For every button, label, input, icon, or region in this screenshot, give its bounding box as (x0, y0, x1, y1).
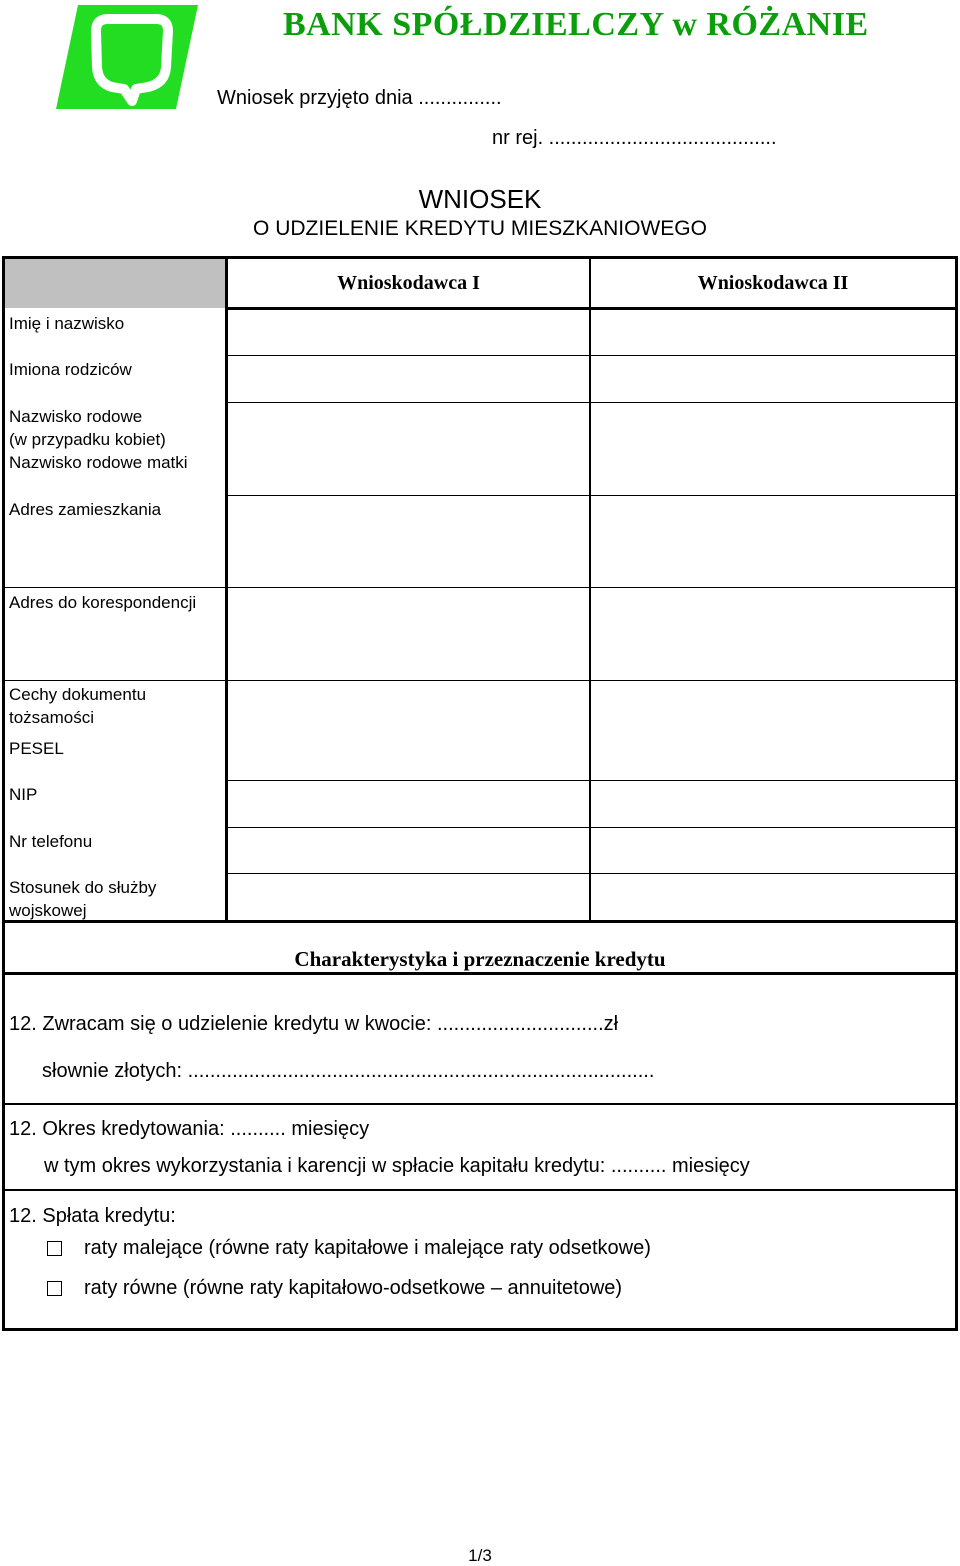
applicant-1-military-field[interactable] (228, 874, 589, 920)
grace-period-field[interactable]: w tym okres wykorzystania i karencji w spłacie kapitału kredytu: .......... miesięcy (44, 1155, 750, 1177)
applicant-1-address-field[interactable] (228, 496, 589, 587)
row-label-parents-names: Imiona rodziców (9, 360, 132, 379)
row-label-pesel: PESEL (9, 739, 64, 758)
row-label-mother-maiden-name: Nazwisko rodowe matki (9, 453, 188, 472)
registration-number-field: nr rej. ......................................... (492, 127, 777, 149)
row-label-maiden-name: Nazwisko rodowe (9, 407, 143, 426)
decreasing-installments-checkbox[interactable] (47, 1241, 62, 1256)
applicant-2-correspondence-field[interactable] (591, 588, 955, 680)
row-label-nip: NIP (9, 785, 38, 804)
repayment-label: 12. Spłata kredytu: (9, 1205, 176, 1227)
row-label-name: Imię i nazwisko (9, 314, 125, 333)
row-label-address: Adres zamieszkania (9, 500, 162, 519)
column-header-applicant-1: Wnioskodawca I (337, 272, 480, 294)
applicant-2-phone-field[interactable] (591, 828, 955, 873)
row-label-maiden-name-note: (w przypadku kobiet) (9, 430, 166, 449)
page-number: 1/3 (468, 1546, 492, 1565)
applicant-2-parents-field[interactable] (591, 356, 955, 402)
equal-installments-checkbox[interactable] (47, 1281, 62, 1296)
applicant-1-name-field[interactable] (228, 310, 589, 355)
document-subtitle: O UDZIELENIE KREDYTU MIESZKANIOWEGO (253, 217, 707, 240)
row-label-id-document-2: tożsamości (9, 708, 95, 727)
applicant-2-nip-field[interactable] (591, 781, 955, 827)
applicant-1-nip-field[interactable] (228, 781, 589, 827)
applicant-2-maiden-field[interactable] (591, 403, 955, 495)
applicant-1-correspondence-field[interactable] (228, 588, 589, 680)
row-label-military-service-2: wojskowej (9, 901, 87, 920)
applicant-1-phone-field[interactable] (228, 828, 589, 873)
row-label-military-service: Stosunek do służby (9, 878, 157, 897)
row-label-phone: Nr telefonu (9, 832, 93, 851)
column-header-applicant-2: Wnioskodawca II (697, 272, 849, 294)
applicant-1-parents-field[interactable] (228, 356, 589, 402)
received-date-field: Wniosek przyjęto dnia ............... (217, 87, 502, 109)
row-label-id-document: Cechy dokumentu (9, 685, 147, 704)
credit-period-field[interactable]: 12. Okres kredytowania: .......... miesięcy (9, 1118, 370, 1140)
applicant-2-address-field[interactable] (591, 496, 955, 587)
credit-section-heading: Charakterystyka i przeznaczenie kredytu (294, 947, 666, 971)
bank-logo (56, 5, 198, 109)
decreasing-installments-label: raty malejące (równe raty kapitałowe i malejące raty odsetkowe) (84, 1237, 651, 1259)
applicant-2-military-field[interactable] (591, 874, 955, 920)
document-title: WNIOSEK (418, 184, 542, 214)
credit-amount-field[interactable]: 12. Zwracam się o udzielenie kredytu w kwocie: ..............................zł (9, 1013, 619, 1035)
applicant-1-maiden-field[interactable] (228, 403, 589, 495)
table-corner-header (4, 258, 226, 308)
applicant-2-name-field[interactable] (591, 310, 955, 355)
credit-amount-words-field[interactable]: słownie złotych: .................................................................................... (42, 1060, 655, 1082)
applicant-2-id-field[interactable] (591, 681, 955, 780)
applicant-1-id-field[interactable] (228, 681, 589, 780)
bank-name: BANK SPÓŁDZIELCZY w RÓŻANIE (283, 6, 869, 43)
equal-installments-label: raty równe (równe raty kapitałowo-odsetkowe – annuitetowe) (84, 1277, 623, 1299)
row-label-correspondence-address: Adres do korespondencji (9, 593, 197, 612)
